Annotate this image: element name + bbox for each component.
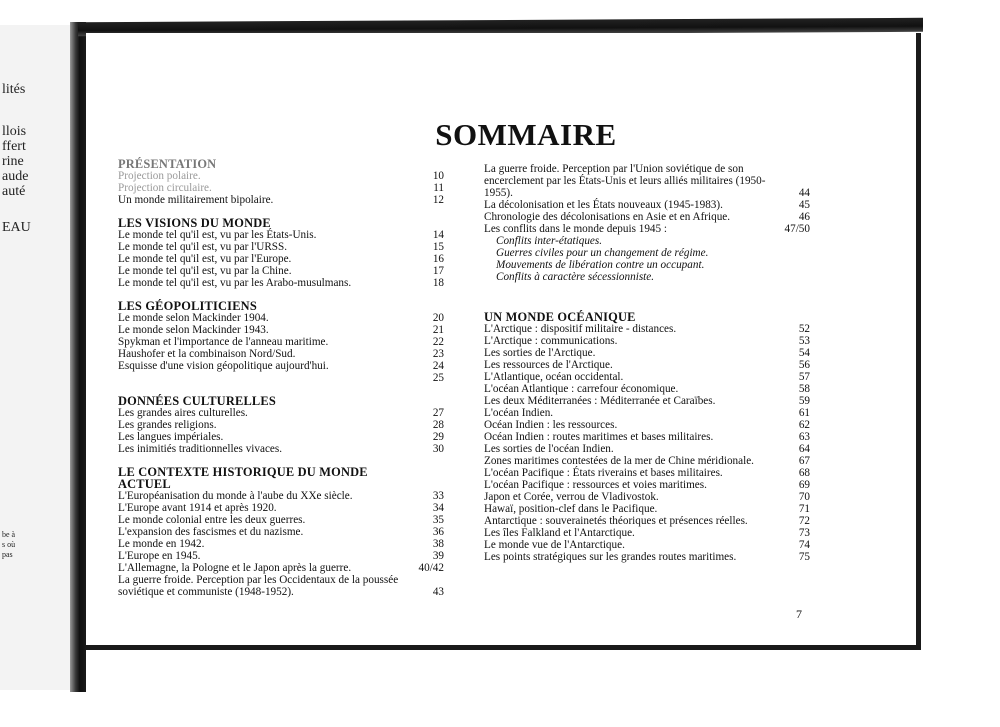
toc-entry[interactable] [484, 383, 810, 395]
entry-page: 25 [432, 372, 444, 384]
entry-text: Zones maritimes contestées de la mer de Chine méridionale. [484, 455, 754, 467]
toc-entry[interactable] [484, 467, 810, 479]
entry-text: Le monde tel qu'il est, vu par l'URSS. [118, 241, 288, 253]
page-fragment: llois [2, 124, 27, 139]
entry-page: 58 [798, 383, 810, 395]
entry-text: Haushofer et la combinaison Nord/Sud. [118, 348, 296, 360]
entry-text: L'Arctique : dispositif militaire - distances. [484, 323, 677, 335]
entry-text: Spykman et l'importance de l'anneau maritime. [118, 336, 329, 348]
entry-text: Les inimitiés traditionnelles vivaces. [118, 443, 283, 455]
entry-text: Le monde tel qu'il est, vu par les Arabo-musulmans. [118, 277, 352, 289]
entry-page: 57 [798, 371, 810, 383]
page-fragment: EAU [2, 220, 31, 235]
entry-page: 47/50 [784, 223, 810, 235]
toc-entry[interactable] [118, 431, 444, 443]
entry-page: 15 [432, 241, 444, 253]
toc-entry[interactable] [118, 407, 444, 419]
page-fragment: ffert [2, 139, 26, 154]
toc-entry[interactable] [484, 491, 810, 503]
entry-text: L'Arctique : communications. [484, 335, 618, 347]
entry-text: Conflits inter-étatiques. [496, 235, 603, 247]
entry-text: Océan Indien : routes maritimes et bases militaires. [484, 431, 714, 443]
entry-text: La guerre froide. Perception par les Occidentaux de la poussée soviétique et communiste (1948-1952). [118, 574, 399, 598]
entry-text: La décolonisation et les États nouveaux (1945-1983). [484, 199, 723, 211]
entry-page: 40/42 [418, 562, 444, 574]
entry-page: 63 [798, 431, 810, 443]
entry-page: 20 [432, 312, 444, 324]
page-title: SOMMAIRE [435, 116, 617, 152]
toc-section-geopoliticiens [118, 300, 444, 384]
toc-entry[interactable] [484, 347, 810, 359]
toc-subentry[interactable] [484, 235, 810, 247]
entry-text: Esquisse d'une vision géopolitique aujourd'hui. [118, 360, 329, 372]
entry-page: 28 [432, 419, 444, 431]
toc-entry[interactable] [484, 223, 810, 235]
entry-page: 69 [798, 479, 810, 491]
toc-entry[interactable] [484, 539, 810, 551]
entry-text: Projection polaire. [118, 170, 201, 182]
entry-page: 67 [798, 455, 810, 467]
toc-right-column [484, 163, 810, 574]
entry-page: 10 [432, 170, 444, 182]
toc-entry[interactable] [118, 490, 444, 502]
toc-entry[interactable] [484, 323, 810, 335]
toc-entry[interactable] [118, 229, 444, 241]
toc-section-visions [118, 217, 444, 289]
entry-page: 59 [798, 395, 810, 407]
toc-entry[interactable] [118, 194, 444, 206]
toc-entry[interactable] [118, 312, 444, 324]
entry-text: Les îles Falkland et l'Antarctique. [484, 527, 635, 539]
entry-text: L'océan Pacifique : ressources et voies maritimes. [484, 479, 707, 491]
page-fragment: auté [2, 184, 26, 199]
toc-entry[interactable] [484, 515, 810, 527]
toc-entry[interactable] [118, 538, 444, 550]
toc-entry[interactable] [118, 324, 444, 336]
entry-text: Océan Indien : les ressources. [484, 419, 618, 431]
toc-entry[interactable] [118, 502, 444, 514]
entry-text: Les grandes aires culturelles. [118, 407, 248, 419]
entry-text: Projection circulaire. [118, 182, 212, 194]
entry-page: 12 [432, 194, 444, 206]
toc-entry[interactable] [118, 253, 444, 265]
toc-entry[interactable] [484, 371, 810, 383]
toc-entry[interactable] [484, 527, 810, 539]
toc-entry[interactable] [118, 348, 444, 360]
toc-entry[interactable] [118, 277, 444, 289]
entry-page: 44 [798, 187, 810, 199]
toc-entry[interactable] [484, 455, 810, 467]
toc-subentry[interactable] [484, 247, 810, 259]
entry-text: L'Europe avant 1914 et après 1920. [118, 502, 277, 514]
entry-text: Le monde selon Mackinder 1943. [118, 324, 269, 336]
entry-text: Antarctique : souverainetés théoriques et présences réelles. [484, 515, 748, 527]
entry-page: 75 [798, 551, 810, 563]
toc-entry[interactable] [118, 443, 444, 455]
entry-page: 39 [432, 550, 444, 562]
page-fragment: pas [2, 550, 13, 559]
toc-entry[interactable] [484, 443, 810, 455]
entry-page: 52 [798, 323, 810, 335]
entry-text: Les conflits dans le monde depuis 1945 : [484, 223, 668, 235]
entry-text: Le monde vue de l'Antarctique. [484, 539, 625, 551]
toc-entry[interactable] [484, 199, 810, 211]
entry-page: 46 [798, 211, 810, 223]
toc-entry[interactable] [484, 419, 810, 431]
toc-entry[interactable] [484, 163, 810, 199]
entry-page: 23 [432, 348, 444, 360]
entry-text: Un monde militairement bipolaire. [118, 194, 274, 206]
toc-entry[interactable] [118, 372, 444, 384]
entry-page: 73 [798, 527, 810, 539]
entry-text: Chronologie des décolonisations en Asie et en Afrique. [484, 211, 731, 223]
section-title: LE CONTEXTE HISTORIQUE DU MONDE ACTUEL [118, 465, 368, 491]
entry-page: 11 [433, 182, 444, 194]
entry-text: L'Atlantique, océan occidental. [484, 371, 624, 383]
entry-page: 53 [798, 335, 810, 347]
entry-text: Le monde colonial entre les deux guerres. [118, 514, 306, 526]
page-fragment: rine [2, 154, 24, 169]
toc-entry[interactable] [118, 182, 444, 194]
toc-entry[interactable] [118, 550, 444, 562]
entry-text: Mouvements de libération contre un occupant. [496, 259, 705, 271]
toc-section-presentation [118, 158, 444, 206]
toc-entry[interactable] [118, 574, 444, 598]
entry-text: L'océan Pacifique : États riverains et bases militaires. [484, 467, 723, 479]
page-fragment: aude [2, 169, 29, 184]
entry-page: 56 [798, 359, 810, 371]
entry-page: 54 [798, 347, 810, 359]
entry-text: Le monde tel qu'il est, vu par les États-Unis. [118, 229, 317, 241]
toc-entry[interactable] [484, 211, 810, 223]
entry-page: 43 [432, 586, 444, 598]
entry-page: 35 [432, 514, 444, 526]
entry-page: 71 [798, 503, 810, 515]
toc-entry[interactable] [484, 479, 810, 491]
toc-entry[interactable] [484, 335, 810, 347]
toc-entry[interactable] [118, 336, 444, 348]
entry-page: 30 [432, 443, 444, 455]
entry-page: 29 [432, 431, 444, 443]
page-fragment: lités [2, 82, 26, 97]
entry-page: 38 [432, 538, 444, 550]
toc-entry[interactable] [118, 419, 444, 431]
toc-entry[interactable] [118, 265, 444, 277]
entry-page: 14 [432, 229, 444, 241]
section-title: LES GÉOPOLITICIENS [118, 299, 257, 313]
entry-text: Les points stratégiques sur les grandes routes maritimes. [484, 551, 737, 563]
entry-text: L'océan Indien. [484, 407, 554, 419]
entry-page: 64 [798, 443, 810, 455]
toc-entry[interactable] [118, 360, 444, 372]
entry-page: 45 [798, 199, 810, 211]
entry-text: Le monde en 1942. [118, 538, 205, 550]
toc-entry[interactable] [118, 514, 444, 526]
entry-text: Le monde tel qu'il est, vu par l'Europe. [118, 253, 292, 265]
entry-page: 24 [432, 360, 444, 372]
entry-text: Japon et Corée, verrou de Vladivostok. [484, 491, 659, 503]
entry-page: 21 [432, 324, 444, 336]
toc-entry[interactable] [484, 395, 810, 407]
entry-page: 72 [798, 515, 810, 527]
entry-page: 61 [798, 407, 810, 419]
entry-text: L'Europe en 1945. [118, 550, 201, 562]
page-fragment: be à [2, 530, 16, 539]
page-fragment: s où [2, 540, 16, 549]
entry-text: L'océan Atlantique : carrefour économique. [484, 383, 679, 395]
section-title: PRÉSENTATION [118, 157, 217, 171]
toc-section-contexte [118, 466, 444, 598]
entry-page: 68 [798, 467, 810, 479]
toc-entry[interactable] [118, 241, 444, 253]
entry-page: 33 [432, 490, 444, 502]
entry-page: 27 [432, 407, 444, 419]
entry-text: Conflits à caractère sécessionniste. [496, 271, 655, 283]
entry-page: 74 [798, 539, 810, 551]
toc-section-culturelles [118, 395, 444, 455]
section-title: DONNÉES CULTURELLES [118, 394, 276, 408]
entry-page: 34 [432, 502, 444, 514]
entry-text: Le monde selon Mackinder 1904. [118, 312, 269, 324]
toc-left-column [118, 158, 444, 609]
entry-text: L'Allemagne, la Pologne et le Japon après la guerre. [118, 562, 352, 574]
entry-page: 16 [432, 253, 444, 265]
toc-entry[interactable] [118, 562, 444, 574]
entry-text: Les grandes religions. [118, 419, 217, 431]
entry-text: Le monde tel qu'il est, vu par la Chine. [118, 265, 292, 277]
entry-page: 62 [798, 419, 810, 431]
toc-entry[interactable] [118, 526, 444, 538]
toc-entry[interactable] [484, 407, 810, 419]
entry-text: Les sorties de l'Arctique. [484, 347, 596, 359]
entry-text: Les deux Méditerranées : Méditerranée et Caraïbes. [484, 395, 716, 407]
section-title: UN MONDE OCÉANIQUE [484, 310, 636, 324]
toc-entry[interactable] [118, 170, 444, 182]
entry-text: La guerre froide. Perception par l'Union soviétique de son encerclement par les États-Unis et leurs alliés militaires (1950-1955). [484, 163, 766, 199]
entry-text: Les ressources de l'Arctique. [484, 359, 613, 371]
toc-entry[interactable] [484, 503, 810, 515]
toc-entry[interactable] [484, 551, 810, 563]
section-title: LES VISIONS DU MONDE [118, 216, 271, 230]
entry-page: 70 [798, 491, 810, 503]
entry-page: 36 [432, 526, 444, 538]
entry-text: Guerres civiles pour un changement de régime. [496, 247, 709, 259]
entry-text: L'Européanisation du monde à l'aube du XXe siècle. [118, 490, 353, 502]
entry-text: L'expansion des fascismes et du nazisme. [118, 526, 304, 538]
toc-entry[interactable] [484, 431, 810, 443]
entry-text: Hawaï, position-clef dans le Pacifique. [484, 503, 658, 515]
entry-page: 22 [432, 336, 444, 348]
toc-entry[interactable] [484, 359, 810, 371]
entry-page: 18 [432, 277, 444, 289]
entry-text: Les langues impériales. [118, 431, 224, 443]
toc-subentry[interactable] [484, 271, 810, 283]
spacer [484, 283, 810, 311]
toc-section-oceanique [484, 311, 810, 563]
entry-text: Les sorties de l'océan Indien. [484, 443, 614, 455]
entry-page: 17 [432, 265, 444, 277]
toc-subentry[interactable] [484, 259, 810, 271]
page-number: 7 [796, 607, 802, 621]
